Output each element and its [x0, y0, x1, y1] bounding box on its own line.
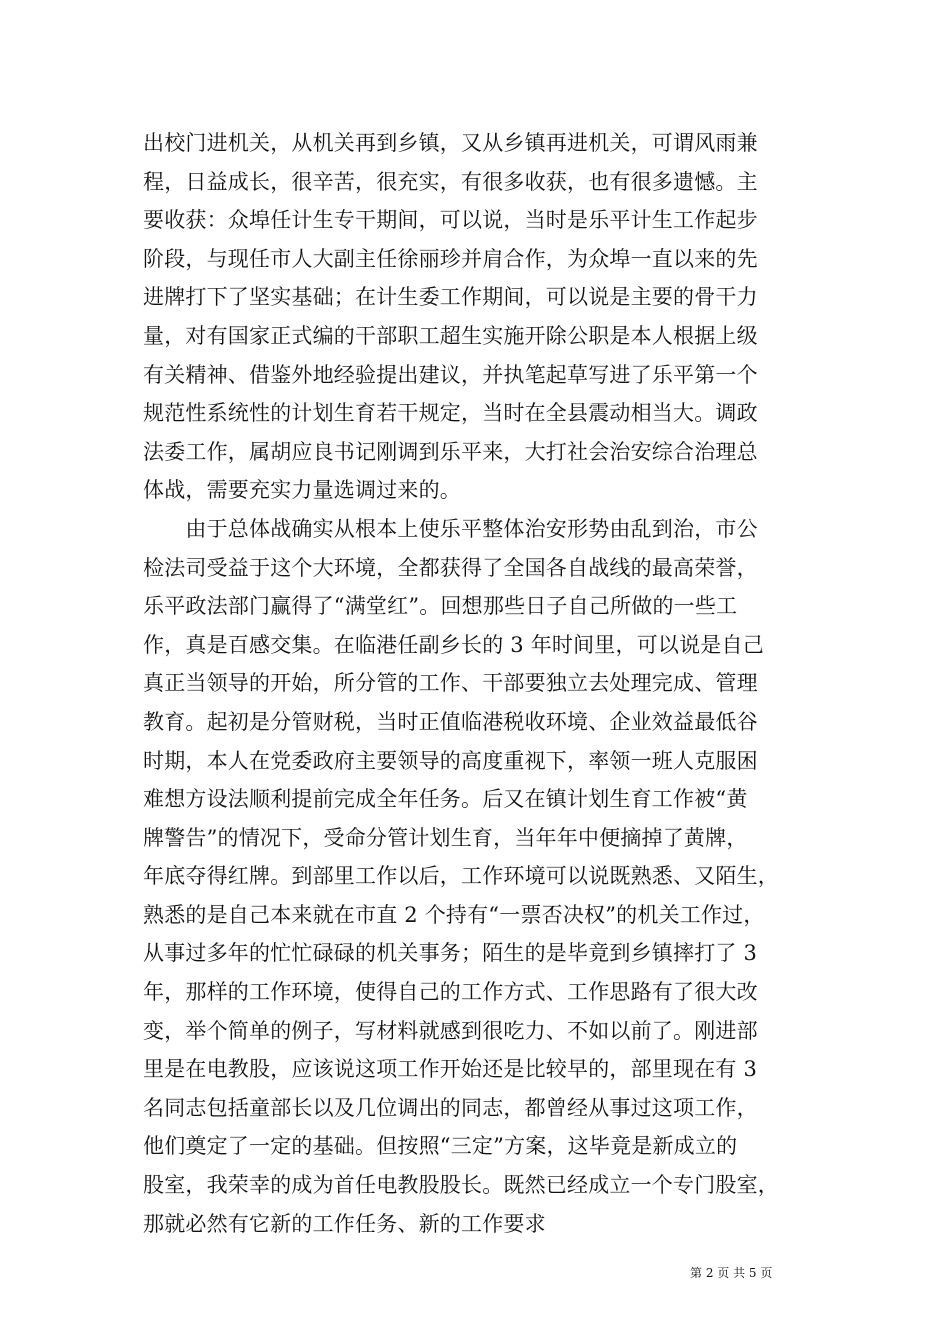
text-line: 阶段，与现任市人大副主任徐丽珍并肩合作，为众埠一直以来的先 [143, 246, 758, 271]
text-line: 规范性系统性的计划生育若干规定，当时在全县震动相当大。调政 [143, 401, 758, 426]
body-text [143, 124, 823, 1243]
text-line: 进牌打下了坚实基础；在计生委工作期间，可以说是主要的骨干力 [143, 285, 758, 310]
text-line: 那就必然有它新的工作任务、新的工作要求 [143, 1211, 546, 1236]
text-line: 名同志包括童部长以及几位调出的同志，都曾经从事过这项工作， [143, 1095, 758, 1120]
text-line: 变，举个简单的例子，写材料就感到很吃力、不如以前了。刚进部 [143, 1018, 758, 1043]
text-line: 真正当领导的开始，所分管的工作、干部要独立去处理完成、管理 [143, 671, 758, 696]
text-line: 法委工作，属胡应良书记刚调到乐平来，大打社会治安综合治理总 [143, 439, 758, 464]
text-line: 股室，我荣幸的成为首任电教股股长。既然已经成立一个专门股室， [143, 1173, 779, 1198]
text-line: 从事过多年的忙忙碌碌的机关事务；陌生的是毕竟到乡镇摔打了 3 [143, 941, 758, 966]
text-line: 难想方设法顺利提前完成全年任务。后又在镇计划生育工作被“黄 [143, 787, 748, 812]
page-number-label: 第 2 页 共 5 页 [690, 1266, 773, 1280]
text-line: 乐平政法部门赢得了“满堂红”。回想那些日子自己所做的一些工 [143, 594, 738, 619]
text-line: 里是在电教股，应该说这项工作开始还是比较早的，部里现在有 3 [143, 1057, 758, 1082]
text-line: 牌警告”的情况下，受命分管计划生育，当年年中便摘掉了黄牌， [143, 825, 748, 850]
text-line: 量，对有国家正式编的干部职工超生实施开除公职是本人根据上级 [143, 323, 758, 348]
text-line: 他们奠定了一定的基础。但按照“三定”方案，这毕竟是新成立的 [143, 1134, 738, 1159]
text-line: 程，日益成长，很辛苦，很充实，有很多收获，也有很多遗憾。主 [143, 169, 758, 194]
text-line: 年底夺得红牌。到部里工作以后，工作环境可以说既熟悉、又陌生， [143, 864, 779, 889]
text-line: 由于总体战确实从根本上使乐平整体治安形势由乱到治，市公 [143, 516, 758, 541]
text-line: 体战，需要充实力量选调过来的。 [143, 478, 461, 503]
text-line: 教育。起初是分管财税，当时正值临港税收环境、企业效益最低谷 [143, 709, 758, 734]
text-line: 年，那样的工作环境，使得自己的工作方式、工作思路有了很大改 [143, 980, 758, 1005]
text-line: 有关精神、借鉴外地经验提出建议，并执笔起草写进了乐平第一个 [143, 362, 758, 387]
text-line: 作，真是百感交集。在临港任副乡长的 3 年时间里，可以说是自己 [143, 632, 764, 657]
text-line: 时期，本人在党委政府主要领导的高度重视下，率领一班人克服困 [143, 748, 758, 773]
text-line: 熟悉的是自己本来就在市直 2 个持有“一票否决权”的机关工作过， [143, 902, 765, 927]
text-line: 检法司受益于这个大环境，全都获得了全国各自战线的最高荣誉， [143, 555, 758, 580]
text-line: 出校门进机关，从机关再到乡镇，又从乡镇再进机关，可谓风雨兼 [143, 131, 758, 155]
text-line: 要收获：众埠任计生专干期间，可以说，当时是乐平计生工作起步 [143, 208, 758, 233]
